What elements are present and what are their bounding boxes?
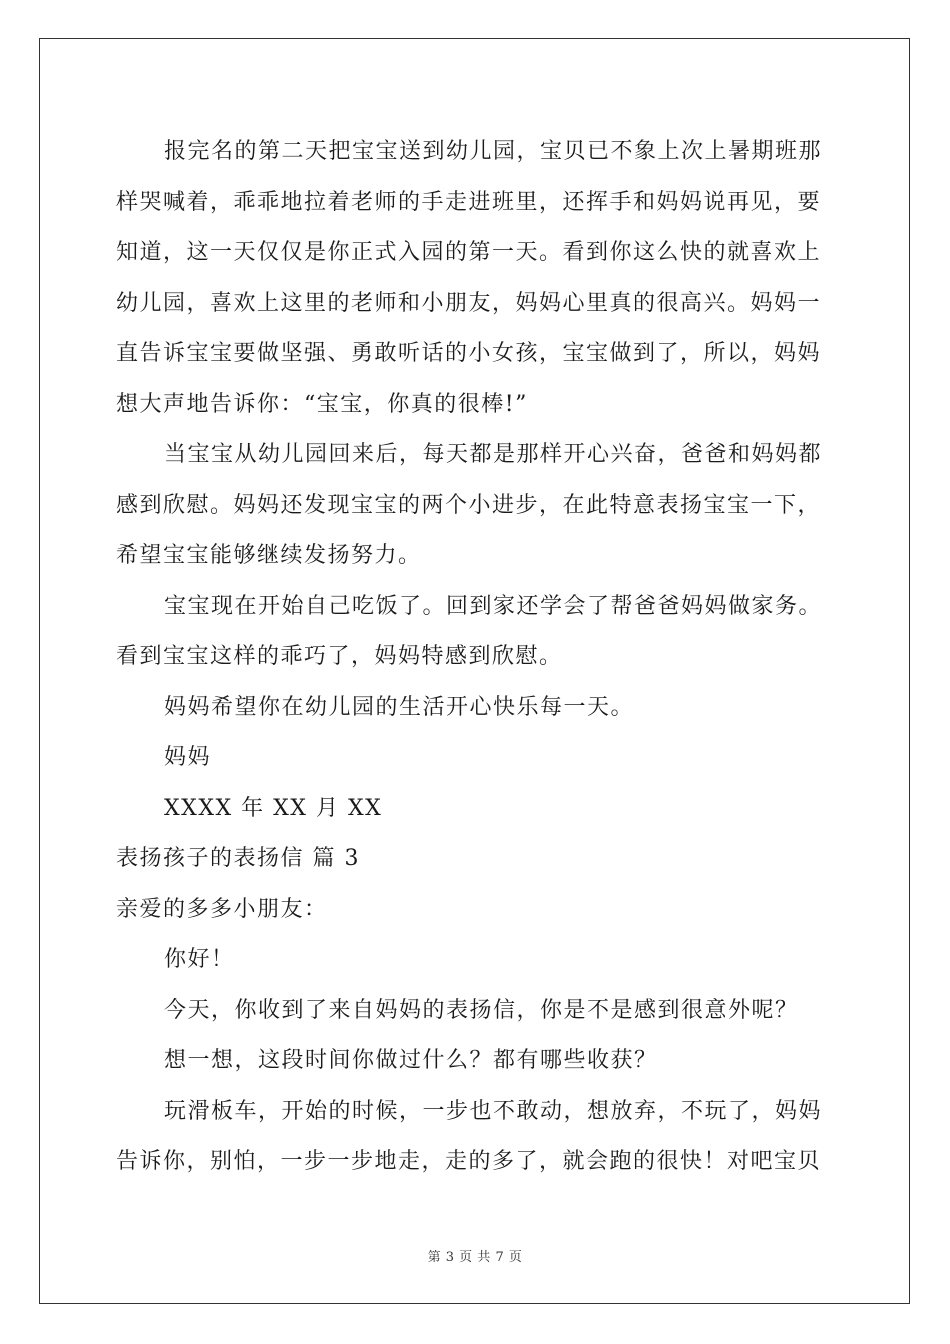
text-line: 玩滑板车，开始的时候，一步也不敢动，想放弃，不玩了，妈妈 [164,1098,823,1124]
greeting: 你好！ [164,947,235,972]
text-line: 妈妈希望你在幼儿园的生活开心快乐每一天。 [164,694,635,720]
text-line: 直告诉宝宝要做坚强、勇敢听话的小女孩，宝宝做到了，所以，妈妈 [116,341,822,366]
page-number: 第 3 页 共 7 页 [427,1250,523,1265]
text-line: 想大声地告诉你：“宝宝，你真的很棒!” [116,391,528,417]
text-line: 宝宝现在开始自己吃饭了。回到家还学会了帮爸爸妈妈做家务。 [164,593,823,619]
signature-name: 妈妈 [164,745,212,770]
document-body [116,127,832,1188]
text-line: 报完名的第二天把宝宝送到幼儿园，宝贝已不象上次上暑期班那 [164,139,823,164]
signature-date: XXXX 年 XX 月 XX [164,795,383,821]
text-line: 感到欣慰。妈妈还发现宝宝的两个小进步，在此特意表扬宝宝一下， [116,492,822,518]
text-line: 看到宝宝这样的乖巧了，妈妈特感到欣慰。 [116,644,563,669]
section-heading: 表扬孩子的表扬信 篇 3 [116,846,360,871]
text-line: 幼儿园，喜欢上这里的老师和小朋友，妈妈心里真的很高兴。妈妈一 [116,290,822,316]
text-line: 希望宝宝能够继续发扬努力。 [116,543,422,568]
text-line: 当宝宝从幼儿园回来后，每天都是那样开心兴奋，爸爸和妈妈都 [164,442,823,467]
text-line: 知道，这一天仅仅是你正式入园的第一天。看到你这么快的就喜欢上 [116,240,822,265]
text-line: 想一想，这段时间你做过什么？都有哪些收获？ [164,1048,658,1073]
text-line: 样哭喊着，乖乖地拉着老师的手走进班里，还挥手和妈妈说再见，要 [116,189,822,215]
text-line: 今天，你收到了来自妈妈的表扬信，你是不是感到很意外呢？ [164,997,799,1023]
salutation: 亲爱的多多小朋友： [116,896,328,922]
text-line: 告诉你，别怕，一步一步地走，走的多了，就会跑的很快！对吧宝贝 [116,1149,822,1174]
